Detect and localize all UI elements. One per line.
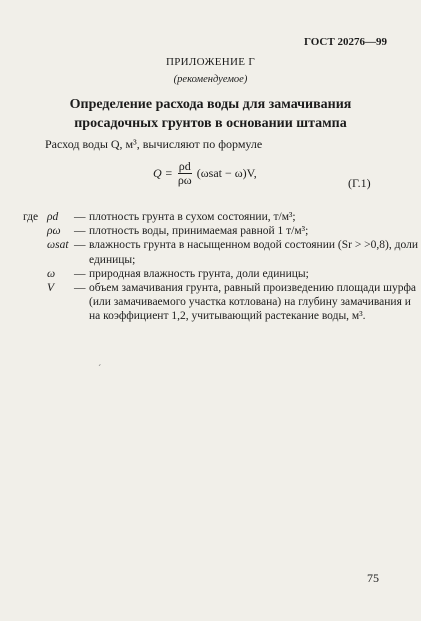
definition-symbol: V [47, 282, 55, 295]
appendix-status: (рекомендуемое) [173, 74, 248, 85]
formula-fraction [178, 160, 192, 187]
definition-symbol: ρω [47, 225, 61, 238]
definition-dash: — [74, 282, 86, 295]
formula-rest: (ωsat − ω)V, [196, 166, 257, 180]
formula-lhs: Q = [153, 166, 173, 180]
section-title-line-1: Определение расхода воды для замачивания [69, 97, 352, 112]
definitions-list [23, 210, 419, 324]
standard-code: ГОСТ 20276—99 [304, 36, 387, 48]
definition-symbol: ω [47, 267, 56, 280]
definition-dash: — [74, 239, 86, 252]
where-label: где [23, 211, 39, 223]
stray-mark-icon: ˊ [98, 364, 102, 375]
definition-text: влажность грунта в насыщенном водой состоянии (Sr > >0,8), доли единицы; [89, 239, 418, 266]
intro-text: Расход воды Q, м³, вычисляют по формуле [45, 137, 263, 151]
formula-denominator: ρω [177, 173, 192, 187]
definition-text: плотность воды, принимаемая равной 1 т/м³; [89, 225, 309, 238]
formula-numerator: ρd [178, 159, 191, 173]
section-title [0, 95, 421, 133]
definition-symbol: ρd [47, 211, 59, 223]
definition-dash: — [74, 225, 86, 238]
appendix-label: ПРИЛОЖЕНИЕ Г [165, 56, 256, 68]
definition-row [23, 267, 419, 281]
section-title-line-2: просадочных грунтов в основании штампа [74, 116, 347, 131]
definition-text: плотность грунта в сухом состоянии, т/м³; [89, 211, 296, 223]
formula-number: (Г.1) [348, 176, 371, 190]
definition-row [23, 281, 419, 324]
definition-dash: — [74, 267, 86, 280]
page-number: 75 [367, 571, 379, 585]
definition-text: природная влажность грунта, доли единицы; [89, 267, 309, 280]
definition-symbol: ωsat [47, 239, 69, 252]
definition-dash: — [74, 211, 86, 223]
definition-row [23, 238, 419, 266]
definition-text: объем замачивания грунта, равный произведению площади шурфа (или замачиваемого участка котлована) на глубину замачивания и на коэффициент 1,2, учитывающий растекание воды, м³. [89, 282, 417, 323]
definition-row [23, 224, 419, 238]
formula [153, 160, 257, 187]
definition-row [23, 210, 419, 224]
